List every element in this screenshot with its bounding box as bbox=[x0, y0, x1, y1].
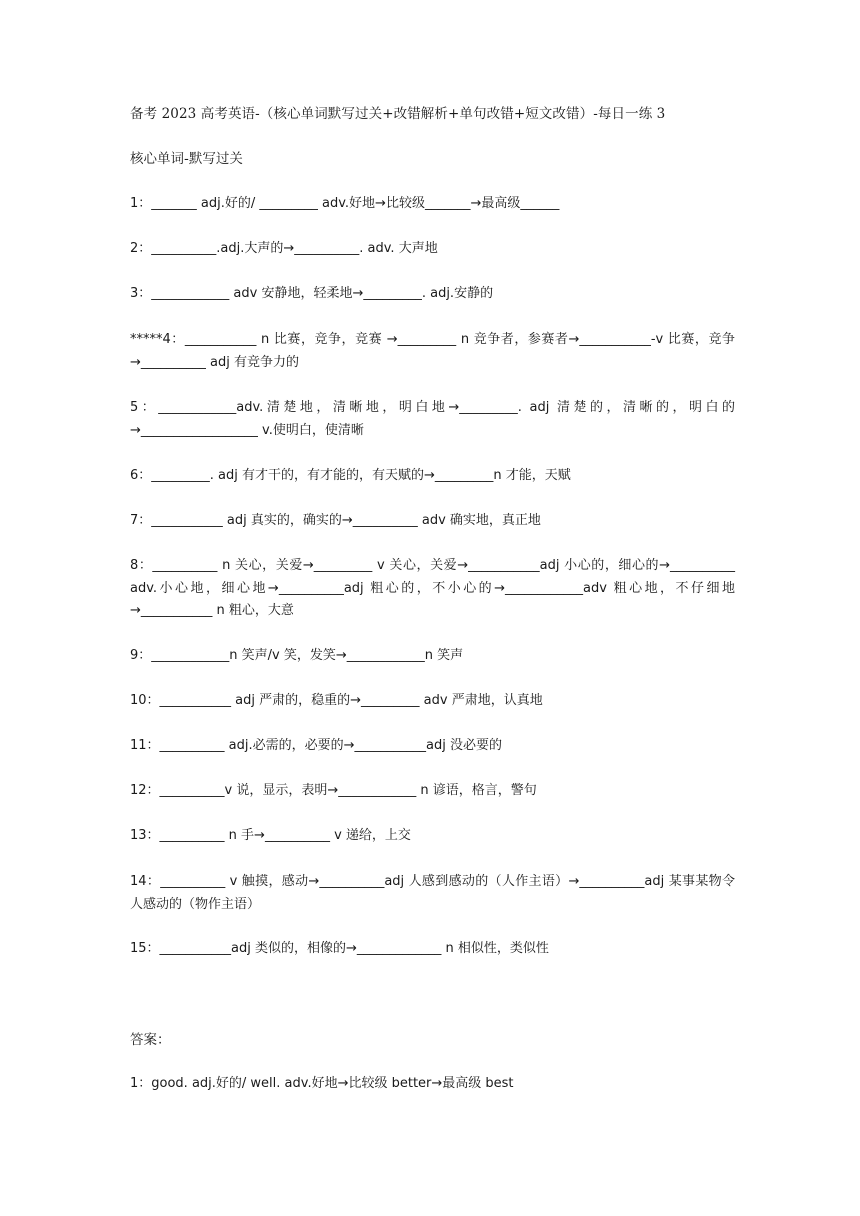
vocab-item: *****4：___________ n 比赛，竞争，竞赛 →_________ n 竞争者，参赛者→___________-v 比赛，竞争→__________ adj 有竞争力的 bbox=[130, 332, 735, 370]
section-heading: 核心单词-默写过关 bbox=[130, 151, 243, 167]
vocab-item: 1：_______ adj.好的/ _________ adv.好地→比较级_______→最高级______ bbox=[130, 196, 560, 211]
vocab-item: 13：__________ n 手→__________ v 递给，上交 bbox=[130, 828, 411, 843]
document-title: 备考 2023 高考英语-（核心单词默写过关+改错解析+单句改错+短文改错）-每日一练 3 bbox=[130, 106, 666, 122]
vocab-item: 2：__________.adj.大声的→__________. adv. 大声地 bbox=[130, 241, 438, 256]
vocab-item: 14：__________ v 触摸，感动→__________adj 人感到感动的（人作主语）→__________adj 某事某物令人感动的（物作主语） bbox=[130, 874, 735, 912]
vocab-item: 5：____________adv.清楚地，清晰地，明白地→_________. adj 清楚的，清晰的，明白的→__________________ v.使明白，使清晰 bbox=[130, 400, 735, 438]
vocab-item: 6：_________. adj 有才干的，有才能的，有天赋的→_________n 才能，天赋 bbox=[130, 468, 571, 483]
vocab-item: 3：____________ adv 安静地，轻柔地→_________. adj.安静的 bbox=[130, 286, 494, 301]
vocab-item: 8：__________ n 关心，关爱→_________ v 关心，关爱→___________adj 小心的，细心的→__________ adv.小心地，细心地→__________adj 粗心的，不小心的→____________adv 粗心地，不仔细地→___________ n 粗心，大意 bbox=[130, 558, 735, 618]
vocab-item: 10：___________ adj 严肃的，稳重的→_________ adv 严肃地，认真地 bbox=[130, 693, 543, 708]
answer-item: 1：good. adj.好的/ well. adv.好地→比较级 better→最高级 best bbox=[130, 1076, 514, 1091]
vocab-item: 15：___________adj 类似的，相像的→_____________ n 相似性，类似性 bbox=[130, 941, 549, 956]
vocab-item: 11：__________ adj.必需的，必要的→___________adj 没必要的 bbox=[130, 738, 502, 753]
vocab-item: 9：____________n 笑声/v 笑，发笑→____________n 笑声 bbox=[130, 648, 464, 663]
vocab-item: 12：__________v 说，显示，表明→____________ n 谚语，格言，警句 bbox=[130, 783, 537, 798]
vocab-item: 7：___________ adj 真实的，确实的→__________ adv 确实地，真正地 bbox=[130, 513, 541, 528]
answers-heading: 答案： bbox=[130, 1032, 171, 1048]
